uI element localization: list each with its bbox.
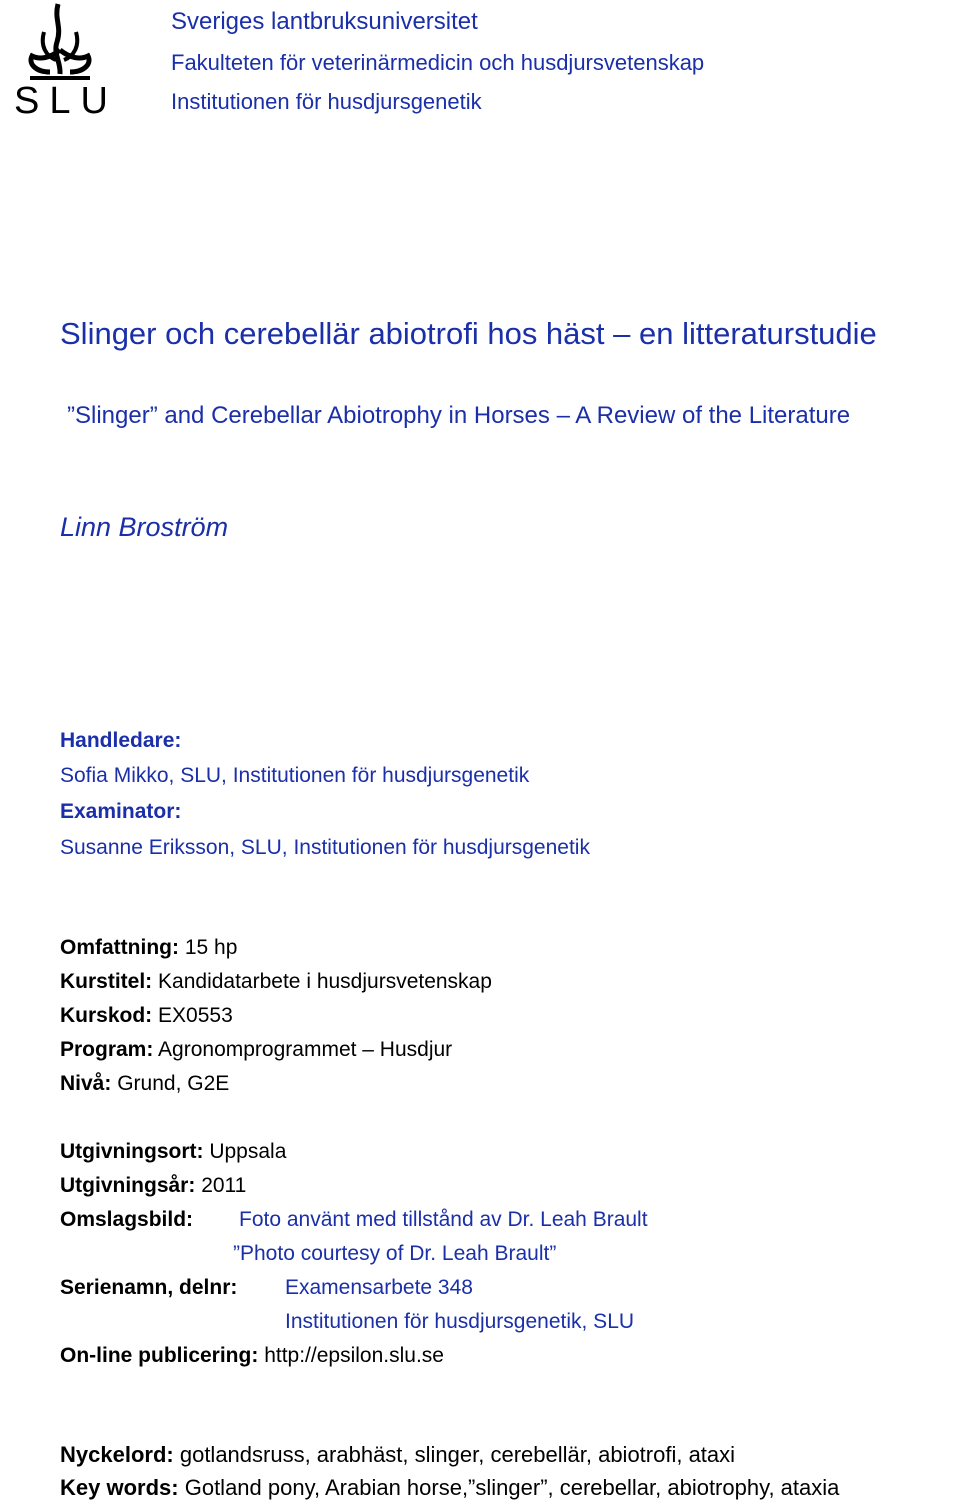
year-label: Utgivningsår: <box>60 1174 196 1197</box>
course-code-value: EX0553 <box>158 1004 233 1027</box>
year-row <box>60 1174 246 1198</box>
online-label: On-line publicering: <box>60 1344 259 1367</box>
examiner-value: Susanne Eriksson, SLU, Institutionen för husdjursgenetik <box>60 836 590 859</box>
keywords-sv-value: gotlandsruss, arabhäst, slinger, cerebellär, abiotrofi, ataxi <box>179 1442 736 1467</box>
supervisor-value: Sofia Mikko, SLU, Institutionen för husdjursgenetik <box>60 764 530 787</box>
course-code-row <box>60 1004 233 1028</box>
cover-value-en: ”Photo courtesy of Dr. Leah Brault” <box>233 1242 557 1265</box>
faculty-name: Fakulteten för veterinärmedicin och husdjursvetenskap <box>171 50 705 75</box>
scope-value: 15 hp <box>184 936 238 959</box>
place-label: Utgivningsort: <box>60 1140 204 1163</box>
logo-text: SLU <box>14 80 118 122</box>
place-value: Uppsala <box>209 1140 287 1163</box>
cover-label: Omslagsbild: <box>60 1208 194 1231</box>
series-value: Examensarbete 348 <box>285 1276 473 1299</box>
program-value: Agronomprogrammet – Husdjur <box>158 1038 453 1061</box>
series-row <box>60 1276 237 1300</box>
course-title-value: Kandidatarbete i husdjursvetenskap <box>158 970 492 993</box>
series-label: Serienamn, delnr: <box>60 1276 238 1299</box>
course-code-label: Kurskod: <box>60 1004 153 1027</box>
level-row <box>60 1072 229 1096</box>
place-row <box>60 1140 286 1164</box>
keywords-sv-label: Nyckelord: <box>60 1442 174 1467</box>
keywords-sv-row <box>60 1442 735 1468</box>
cover-row <box>60 1208 193 1232</box>
slu-logo <box>10 2 118 122</box>
keywords-en-label: Key words: <box>60 1475 179 1500</box>
scope-row <box>60 936 237 960</box>
scope-label: Omfattning: <box>60 936 179 959</box>
title-swedish: Slinger och cerebellär abiotrofi hos häst – en litteraturstudie <box>60 316 877 351</box>
online-row <box>60 1344 444 1368</box>
course-title-label: Kurstitel: <box>60 970 153 993</box>
department-name: Institutionen för husdjursgenetik <box>171 89 482 114</box>
supervisor-label: Handledare: <box>60 729 182 752</box>
program-row <box>60 1038 452 1062</box>
course-title-row <box>60 970 492 994</box>
program-label: Program: <box>60 1038 154 1061</box>
author-name: Linn Broström <box>60 512 229 542</box>
university-name: Sveriges lantbruksuniversitet <box>171 8 478 35</box>
level-value: Grund, G2E <box>117 1072 230 1095</box>
online-link[interactable]: http://epsilon.slu.se <box>264 1344 444 1367</box>
level-label: Nivå: <box>60 1072 112 1095</box>
year-value: 2011 <box>201 1174 247 1197</box>
title-english: ”Slinger” and Cerebellar Abiotrophy in Horses – A Review of the Literature <box>67 402 851 429</box>
examiner-label: Examinator: <box>60 800 182 823</box>
cover-value-sv: Foto använt med tillstånd av Dr. Leah Brault <box>239 1208 648 1231</box>
keywords-en-value: Gotland pony, Arabian horse,”slinger”, cerebellar, abiotrophy, ataxia <box>184 1475 840 1500</box>
keywords-en-row <box>60 1475 839 1501</box>
series-dept: Institutionen för husdjursgenetik, SLU <box>285 1310 635 1333</box>
